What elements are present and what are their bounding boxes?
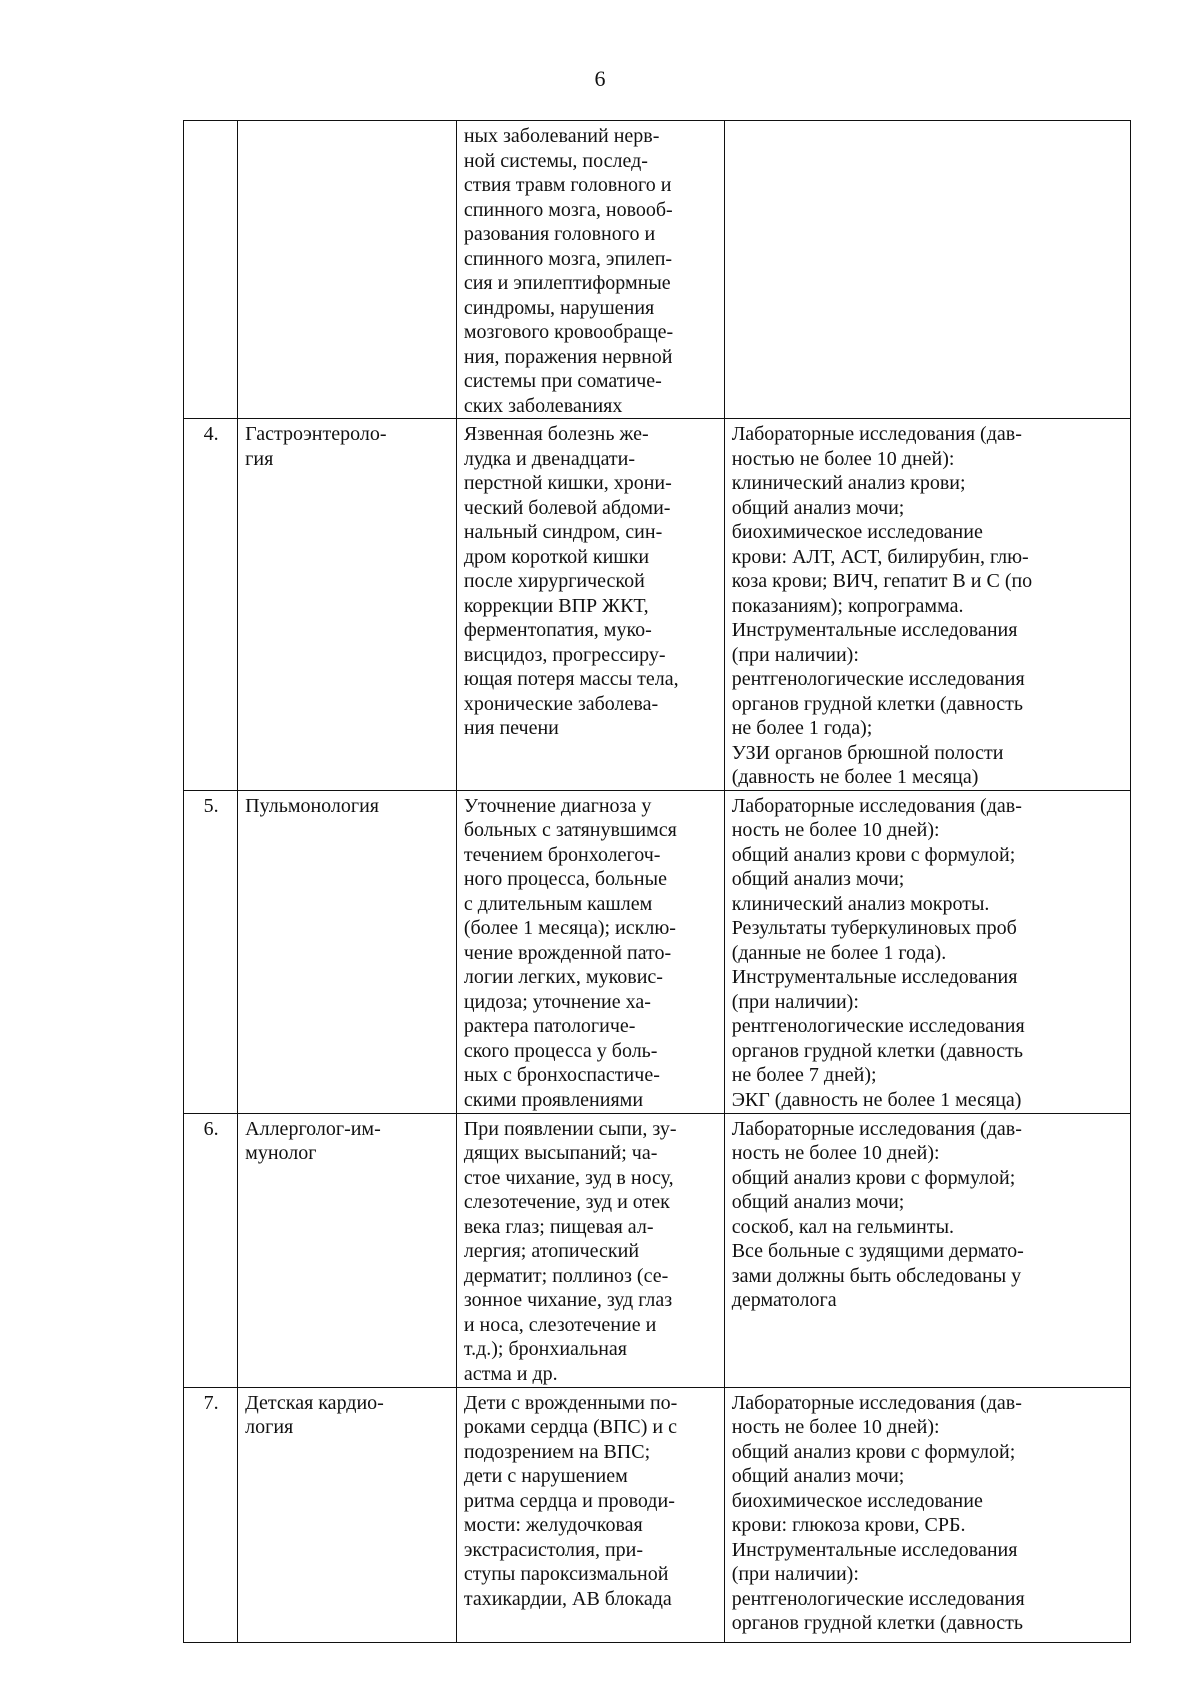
text-line: больных с затянувшимся xyxy=(463,819,677,841)
text-line: ного процесса, больные xyxy=(463,868,667,890)
text-line: (при наличии): xyxy=(731,643,859,666)
row-number-label: 7. xyxy=(203,1391,219,1414)
text-line: экстрасистолия, при- xyxy=(463,1538,644,1561)
indications-cell xyxy=(456,419,724,791)
text-line: Детская кардио- xyxy=(245,1391,384,1414)
text-line: ритма сердца и проводи- xyxy=(463,1489,675,1512)
text-line: мости: желудочковая xyxy=(463,1514,643,1536)
text-line: (давность не более 1 месяца) xyxy=(731,766,979,788)
text-line: слезотечение, зуд и отек xyxy=(463,1191,670,1213)
examinations-cell xyxy=(724,419,1130,791)
text-line: общий анализ крови с формулой; xyxy=(731,1440,1016,1463)
text-line: клинический анализ крови; xyxy=(731,472,966,494)
text-line: ность не более 10 дней): xyxy=(731,819,940,841)
text-line: рактера патологиче- xyxy=(463,1015,636,1037)
text-line: Лабораторные исследования (дав- xyxy=(731,1117,1022,1140)
text-line: рентгенологические исследования xyxy=(731,668,1025,690)
row-number xyxy=(184,1113,238,1387)
text-line: ствия травм головного и xyxy=(463,174,672,196)
text-line: (более 1 месяца); исклю- xyxy=(463,917,676,939)
text-line: синдромы, нарушения xyxy=(463,296,655,319)
table-row xyxy=(184,790,1131,1113)
specialty-cell xyxy=(238,790,457,1113)
text-line: течением бронхолегоч- xyxy=(463,843,661,866)
text-line: органов грудной клетки (давность xyxy=(731,1612,1024,1634)
examinations-cell xyxy=(724,1387,1130,1642)
specialty-table xyxy=(183,120,1131,1643)
examinations-cell xyxy=(724,121,1130,419)
text-line: Инструментальные исследования xyxy=(731,619,1018,641)
table-body xyxy=(184,121,1131,1643)
table-row xyxy=(184,1113,1131,1387)
text-line: общий анализ крови с формулой; xyxy=(731,843,1016,866)
specialty-cell xyxy=(238,121,457,419)
text-line: системы при соматиче- xyxy=(463,370,662,392)
row-number-label: 4. xyxy=(203,423,219,445)
text-line: Дети с врожденными по- xyxy=(463,1391,678,1414)
text-line: соскоб, кал на гельминты. xyxy=(731,1215,955,1238)
text-line: чение врожденной пато- xyxy=(463,941,672,964)
text-line: зами должны быть обследованы у xyxy=(731,1264,1022,1287)
row-number xyxy=(184,121,238,419)
text-line: ния печени xyxy=(463,717,559,739)
examinations-cell xyxy=(724,1113,1130,1387)
text-line: Уточнение диагноза у xyxy=(463,794,652,817)
text-line: дерматолога xyxy=(731,1289,837,1311)
text-line: тахикардии, АВ блокада xyxy=(463,1587,672,1610)
text-line: с длительным кашлем xyxy=(463,892,653,915)
text-line: рентгенологические исследования xyxy=(731,1015,1025,1037)
text-line: не более 7 дней); xyxy=(731,1064,877,1086)
text-line: хронические заболева- xyxy=(463,692,659,715)
text-line: Аллерголог-им- xyxy=(245,1117,381,1140)
text-line: лергия; атопический xyxy=(463,1240,640,1262)
indications-cell xyxy=(456,121,724,419)
text-line: Язвенная болезнь же- xyxy=(463,423,649,445)
text-line: рентгенологические исследования xyxy=(731,1587,1025,1610)
text-line: общий анализ крови с формулой; xyxy=(731,1166,1016,1189)
text-line: спинного мозга, эпилеп- xyxy=(463,247,673,270)
text-line: висцидоз, прогрессиру- xyxy=(463,643,666,666)
text-line: ность не более 10 дней): xyxy=(731,1416,940,1438)
text-line: нальный синдром, син- xyxy=(463,521,663,543)
specialty-cell xyxy=(238,1387,457,1642)
text-line: ных с бронхоспастиче- xyxy=(463,1064,660,1086)
text-line: (данные не более 1 года). xyxy=(731,941,947,964)
text-line: не более 1 года); xyxy=(731,717,873,739)
text-line: цидоза; уточнение ха- xyxy=(463,990,651,1013)
text-line: Инструментальные исследования xyxy=(731,966,1018,988)
text-line: мозгового кровообраще- xyxy=(463,321,674,343)
text-line: после хирургической xyxy=(463,570,645,592)
text-line: общий анализ мочи; xyxy=(731,496,905,519)
text-line: ния, поражения нервной xyxy=(463,345,673,368)
specialty-cell xyxy=(238,1113,457,1387)
text-line: разования головного и xyxy=(463,223,656,245)
text-line: астма и др. xyxy=(463,1362,558,1385)
indications-cell xyxy=(456,1387,724,1642)
text-line: биохимическое исследование xyxy=(731,521,983,543)
text-line: перстной кишки, хрони- xyxy=(463,472,672,494)
text-line: ной системы, послед- xyxy=(463,149,648,172)
text-line: скими проявлениями xyxy=(463,1088,644,1111)
text-line: ческий болевой абдоми- xyxy=(463,496,671,519)
row-number-label: 5. xyxy=(203,794,219,817)
text-line: логии легких, муковис- xyxy=(463,966,663,988)
text-line: (при наличии): xyxy=(731,1563,859,1585)
text-line: Гастроэнтероло- xyxy=(245,423,387,445)
text-line: спинного мозга, новооб- xyxy=(463,198,673,221)
text-line: ских заболеваниях xyxy=(463,394,623,417)
text-line: века глаз; пищевая ал- xyxy=(463,1215,654,1238)
text-line: дящих высыпаний; ча- xyxy=(463,1142,658,1164)
text-line: Лабораторные исследования (дав- xyxy=(731,794,1022,817)
text-line: клинический анализ мокроты. xyxy=(731,892,990,915)
text-line: ступы пароксизмальной xyxy=(463,1563,669,1585)
text-line: органов грудной клетки (давность xyxy=(731,692,1024,715)
text-line: сия и эпилептиформные xyxy=(463,272,671,294)
text-line: ского процесса у боль- xyxy=(463,1039,658,1062)
text-line: показаниям); копрограмма. xyxy=(731,594,964,617)
text-line: подозрением на ВПС; xyxy=(463,1440,651,1463)
text-line: биохимическое исследование xyxy=(731,1489,983,1512)
text-line: гия xyxy=(245,447,274,470)
text-line: логия xyxy=(245,1416,294,1438)
page-number: 6 xyxy=(594,66,606,91)
text-line: дерматит; поллиноз (се- xyxy=(463,1264,669,1287)
text-line: дети с нарушением xyxy=(463,1465,628,1487)
text-line: (при наличии): xyxy=(731,990,859,1013)
table-row xyxy=(184,419,1131,791)
text-line: стое чихание, зуд в носу, xyxy=(463,1166,674,1189)
row-number-label: 6. xyxy=(203,1117,219,1140)
text-line: т.д.); бронхиальная xyxy=(463,1338,627,1360)
row-number xyxy=(184,419,238,791)
text-line: общий анализ мочи; xyxy=(731,1465,905,1487)
indications-cell xyxy=(456,1113,724,1387)
text-line: крови: глюкоза крови, СРБ. xyxy=(731,1514,966,1536)
text-line: Лабораторные исследования (дав- xyxy=(731,1391,1022,1414)
text-line: и носа, слезотечение и xyxy=(463,1313,657,1336)
text-line: коррекции ВПР ЖКТ, xyxy=(463,594,649,617)
text-line: Результаты туберкулиновых проб xyxy=(731,917,1017,939)
text-line: Все больные с зудящими дермато- xyxy=(731,1240,1024,1262)
text-line: Пульмонология xyxy=(245,794,380,817)
row-number xyxy=(184,1387,238,1642)
specialty-cell xyxy=(238,419,457,791)
text-line: дром короткой кишки xyxy=(463,545,650,568)
text-line: мунолог xyxy=(245,1142,317,1164)
text-line: УЗИ органов брюшной полости xyxy=(731,741,1004,764)
text-line: При появлении сыпи, зу- xyxy=(463,1117,677,1140)
text-line: общий анализ мочи; xyxy=(731,1191,905,1213)
examinations-cell xyxy=(724,790,1130,1113)
text-line: ЭКГ (давность не более 1 месяца) xyxy=(731,1088,1022,1111)
text-line: общий анализ мочи; xyxy=(731,868,905,890)
table-row xyxy=(184,121,1131,419)
text-line: зонное чихание, зуд глаз xyxy=(463,1289,673,1311)
table-row xyxy=(184,1387,1131,1642)
text-line: ных заболеваний нерв- xyxy=(463,125,660,147)
text-line: лудка и двенадцати- xyxy=(463,447,636,470)
text-line: коза крови; ВИЧ, гепатит В и С (по xyxy=(731,570,1033,592)
text-line: Инструментальные исследования xyxy=(731,1538,1018,1561)
text-line: Лабораторные исследования (дав- xyxy=(731,423,1022,445)
indications-cell xyxy=(456,790,724,1113)
text-line: ностью не более 10 дней): xyxy=(731,447,955,470)
text-line: ность не более 10 дней): xyxy=(731,1142,940,1164)
text-line: роками сердца (ВПС) и с xyxy=(463,1416,678,1438)
text-line: ющая потеря массы тела, xyxy=(463,668,679,690)
text-line: органов грудной клетки (давность xyxy=(731,1039,1024,1062)
text-line: ферментопатия, муко- xyxy=(463,619,652,641)
row-number xyxy=(184,790,238,1113)
text-line: крови: АЛТ, АСТ, билирубин, глю- xyxy=(731,545,1029,568)
